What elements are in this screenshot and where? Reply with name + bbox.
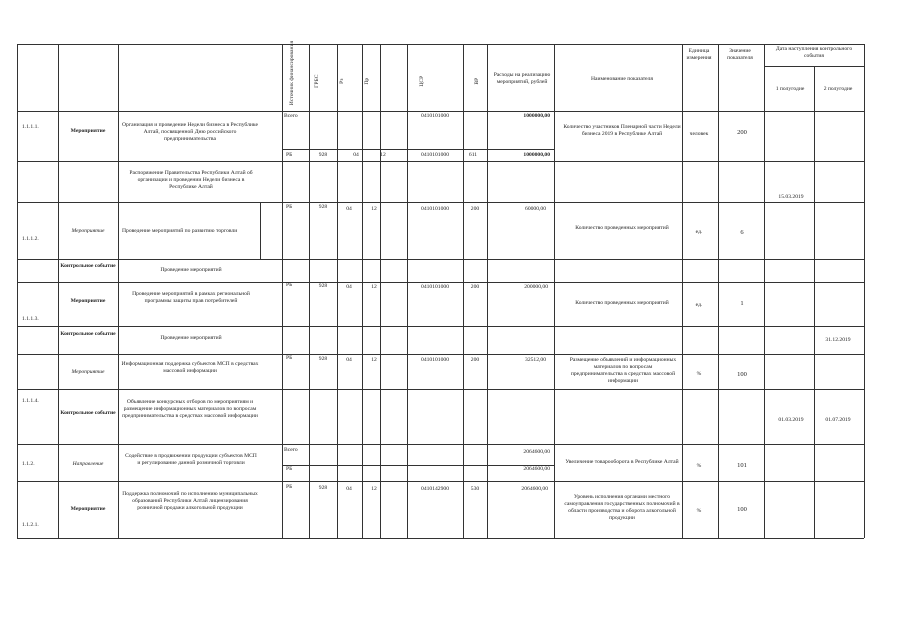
row1-value: 200 xyxy=(737,129,747,136)
header-dates: Дата наступления контрольного события xyxy=(775,46,853,59)
row2-name: Распоряжение Правительства Республики Алтай об организации и проведении Недели бизнеса в Республике Алтай xyxy=(129,170,253,190)
row9-value: 101 xyxy=(737,462,747,469)
row1-rz: 04 xyxy=(353,152,359,158)
row7-source: РБ xyxy=(286,355,293,361)
header-half2: 2 полугодие xyxy=(823,86,853,92)
grid-line-h xyxy=(17,444,864,445)
grid-line-v xyxy=(282,44,283,538)
row7-vr: 200 xyxy=(470,357,480,363)
grid-line-v xyxy=(764,44,765,538)
row7-rz: 04 xyxy=(346,357,352,363)
grid-line-v xyxy=(118,44,119,538)
row3-type: Мероприятие xyxy=(71,228,105,234)
grid-line-v xyxy=(554,44,555,538)
row1-csr: 0410101000 xyxy=(421,152,449,158)
row5-grbs: 928 xyxy=(318,283,328,289)
row3-vr: 200 xyxy=(470,206,480,212)
row1-source-total: Всего xyxy=(284,113,298,119)
row9-amount: 2064600,00 xyxy=(523,466,550,472)
grid-line-h xyxy=(17,161,864,162)
header-vr: ВР xyxy=(473,77,480,85)
grid-line-h xyxy=(120,389,864,390)
row5-unit: ед. xyxy=(695,302,703,308)
row3-unit: ед. xyxy=(695,229,703,235)
header-source: Источник финансирования xyxy=(288,40,295,106)
row6-date2: 31.12.2019 xyxy=(825,337,851,343)
row3-source: РБ xyxy=(286,204,293,210)
grid-line-h xyxy=(17,538,864,539)
grid-line-v xyxy=(407,44,408,538)
row3-number: 1.1.1.2. xyxy=(22,236,39,242)
row3-grbs: 928 xyxy=(318,204,328,210)
row5-vr: 200 xyxy=(470,284,480,290)
row10-rz: 04 xyxy=(346,486,352,492)
grid-line-v xyxy=(463,44,464,538)
row10-name: Поддержка полномочий по исполнению муниципальных образований Республики Алтай лицензирования розничной продажи алкогольной продукции xyxy=(122,491,258,511)
row5-indicator: Количество проведенных мероприятий xyxy=(575,300,669,306)
grid-line-h xyxy=(282,149,554,150)
header-value: Значение показателя xyxy=(727,48,753,61)
row5-pr: 12 xyxy=(371,284,377,290)
row1-grbs: 928 xyxy=(318,152,328,158)
row5-csr: 0410101000 xyxy=(421,284,449,290)
row3-name: Проведение мероприятий по развитию торговли xyxy=(122,228,238,234)
row10-number: 1.1.2.1. xyxy=(22,522,39,528)
grid-line-v xyxy=(864,44,865,538)
row8-name: Объявление конкурсных отборов по мероприятиям и размещение информационных материалов по вопросам предпринимательства в средствах массовой информации xyxy=(122,399,258,419)
row10-unit: % xyxy=(696,508,702,514)
grid-line-h xyxy=(17,111,864,112)
row7-unit: % xyxy=(696,371,702,377)
row9-unit: % xyxy=(696,463,702,469)
row1-csr-total: 0410101000 xyxy=(421,113,449,119)
row5-source: РБ xyxy=(286,282,293,288)
row9-indicator: Увеличение товарооборота в Республике Алтай xyxy=(565,459,679,465)
row8-date1: 01.03.2019 xyxy=(778,417,804,423)
row10-amount: 2064600,00 xyxy=(521,486,548,492)
row1-name: Организация и проведение Недели бизнеса в Республике Алтай, посвященной Дню российского предпринимательства xyxy=(122,122,258,142)
row8-type: Контрольное событие xyxy=(60,410,116,416)
grid-line-h xyxy=(17,44,864,45)
grid-line-v xyxy=(17,44,18,538)
grid-line-v xyxy=(380,44,381,538)
grid-line-h xyxy=(17,481,864,482)
grid-line-h xyxy=(17,282,864,283)
row7-indicator: Размещение объявлений и информационных материалов по вопросам предпринимательства в средствах массовой информации xyxy=(569,357,677,384)
row5-type: Мероприятие xyxy=(70,298,106,304)
row8-date2: 01.07.2019 xyxy=(825,417,851,423)
row1-source: РБ xyxy=(286,152,293,158)
row1-amount-total: 1000000,00 xyxy=(523,113,550,119)
row10-csr: 0410142900 xyxy=(421,486,449,492)
row3-rz: 04 xyxy=(346,206,352,212)
row7-grbs: 928 xyxy=(318,356,328,362)
header-indicator: Наименование показателя xyxy=(591,76,653,82)
row7-name: Информационная поддержка субъектов МСП в средствах массовой информации xyxy=(121,361,259,374)
header-pr: Пр xyxy=(363,77,370,85)
row1-number: 1.1.1.1. xyxy=(22,124,39,130)
row1-pr: 12 xyxy=(380,152,386,158)
grid-line-h xyxy=(17,354,864,355)
header-csr: ЦСР xyxy=(418,75,425,87)
row3-pr: 12 xyxy=(371,206,377,212)
row3-indicator: Количество проведенных мероприятий xyxy=(575,225,669,231)
grid-line-v xyxy=(487,44,488,538)
row4-name: Проведение мероприятий xyxy=(160,267,222,273)
grid-line-v xyxy=(814,111,815,538)
row7-value: 100 xyxy=(737,371,747,378)
row9-source-total: Всего xyxy=(284,447,298,453)
row1-type: Мероприятие xyxy=(70,128,106,134)
row10-value: 100 xyxy=(737,506,747,513)
grid-line-h xyxy=(17,202,864,203)
row10-indicator: Уровень исполнения органами местного самоуправления государственных полномочий в области производства и оборота алкогольной продукции xyxy=(564,494,680,521)
row2-date: 15.03.2019 xyxy=(778,194,804,200)
row1-amount: 1000000,00 xyxy=(523,152,550,158)
row6-name: Проведение мероприятий xyxy=(160,335,222,341)
row4-type: Контрольное событие xyxy=(60,263,116,269)
grid-line-h xyxy=(17,259,864,260)
row5-amount: 200000,00 xyxy=(524,284,548,290)
row1-unit: человек xyxy=(689,131,709,137)
header-rz: Рз xyxy=(338,78,345,84)
row5-number: 1.1.1.3. xyxy=(22,316,39,322)
row10-type: Мероприятие xyxy=(70,506,106,512)
row7-number: 1.1.1.4. xyxy=(22,398,39,404)
row5-value: 1 xyxy=(740,300,744,307)
row7-type: Мероприятие xyxy=(71,369,105,375)
row10-vr: 530 xyxy=(470,486,480,492)
row7-amount: 32512,00 xyxy=(525,357,546,363)
row10-source: РБ xyxy=(286,484,293,490)
header-unit: Единица измерения xyxy=(686,48,712,61)
grid-line-v xyxy=(58,44,59,538)
row3-value: 6 xyxy=(740,229,744,236)
row3-amount: 60000,00 xyxy=(525,206,546,212)
grid-line-v xyxy=(718,44,719,538)
row1-vr: 611 xyxy=(468,152,478,158)
row9-source: РБ xyxy=(286,466,293,472)
row5-name: Проведение мероприятий в рамках региональной программы защиты прав потребителей xyxy=(132,291,250,304)
row3-csr: 0410101000 xyxy=(421,206,449,212)
row7-pr: 12 xyxy=(371,357,377,363)
row1-indicator: Количество участников Пленарной части Недели бизнеса 2019 в Республике Алтай xyxy=(563,124,681,137)
row5-rz: 04 xyxy=(346,284,352,290)
grid-line-v xyxy=(362,44,363,538)
row6-type: Контрольное событие xyxy=(60,331,116,337)
row9-number: 1.1.2. xyxy=(22,461,35,467)
header-grbs: ГРБС xyxy=(313,74,320,88)
row9-name: Содействие в продвижении продукции субъектов МСП и регулирование данной розничной торговли xyxy=(125,453,257,466)
row10-grbs: 928 xyxy=(318,485,328,491)
row10-pr: 12 xyxy=(371,486,377,492)
grid-line-v xyxy=(337,44,338,538)
row9-amount-total: 2064600,00 xyxy=(523,449,550,455)
header-half1: 1 полугодие xyxy=(775,86,805,92)
row7-csr: 0410101000 xyxy=(421,357,449,363)
header-expenses: Расходы на реализацию мероприятий, рублей xyxy=(493,72,551,85)
row9-type: Направление xyxy=(72,461,104,467)
grid-line-h xyxy=(17,326,864,327)
